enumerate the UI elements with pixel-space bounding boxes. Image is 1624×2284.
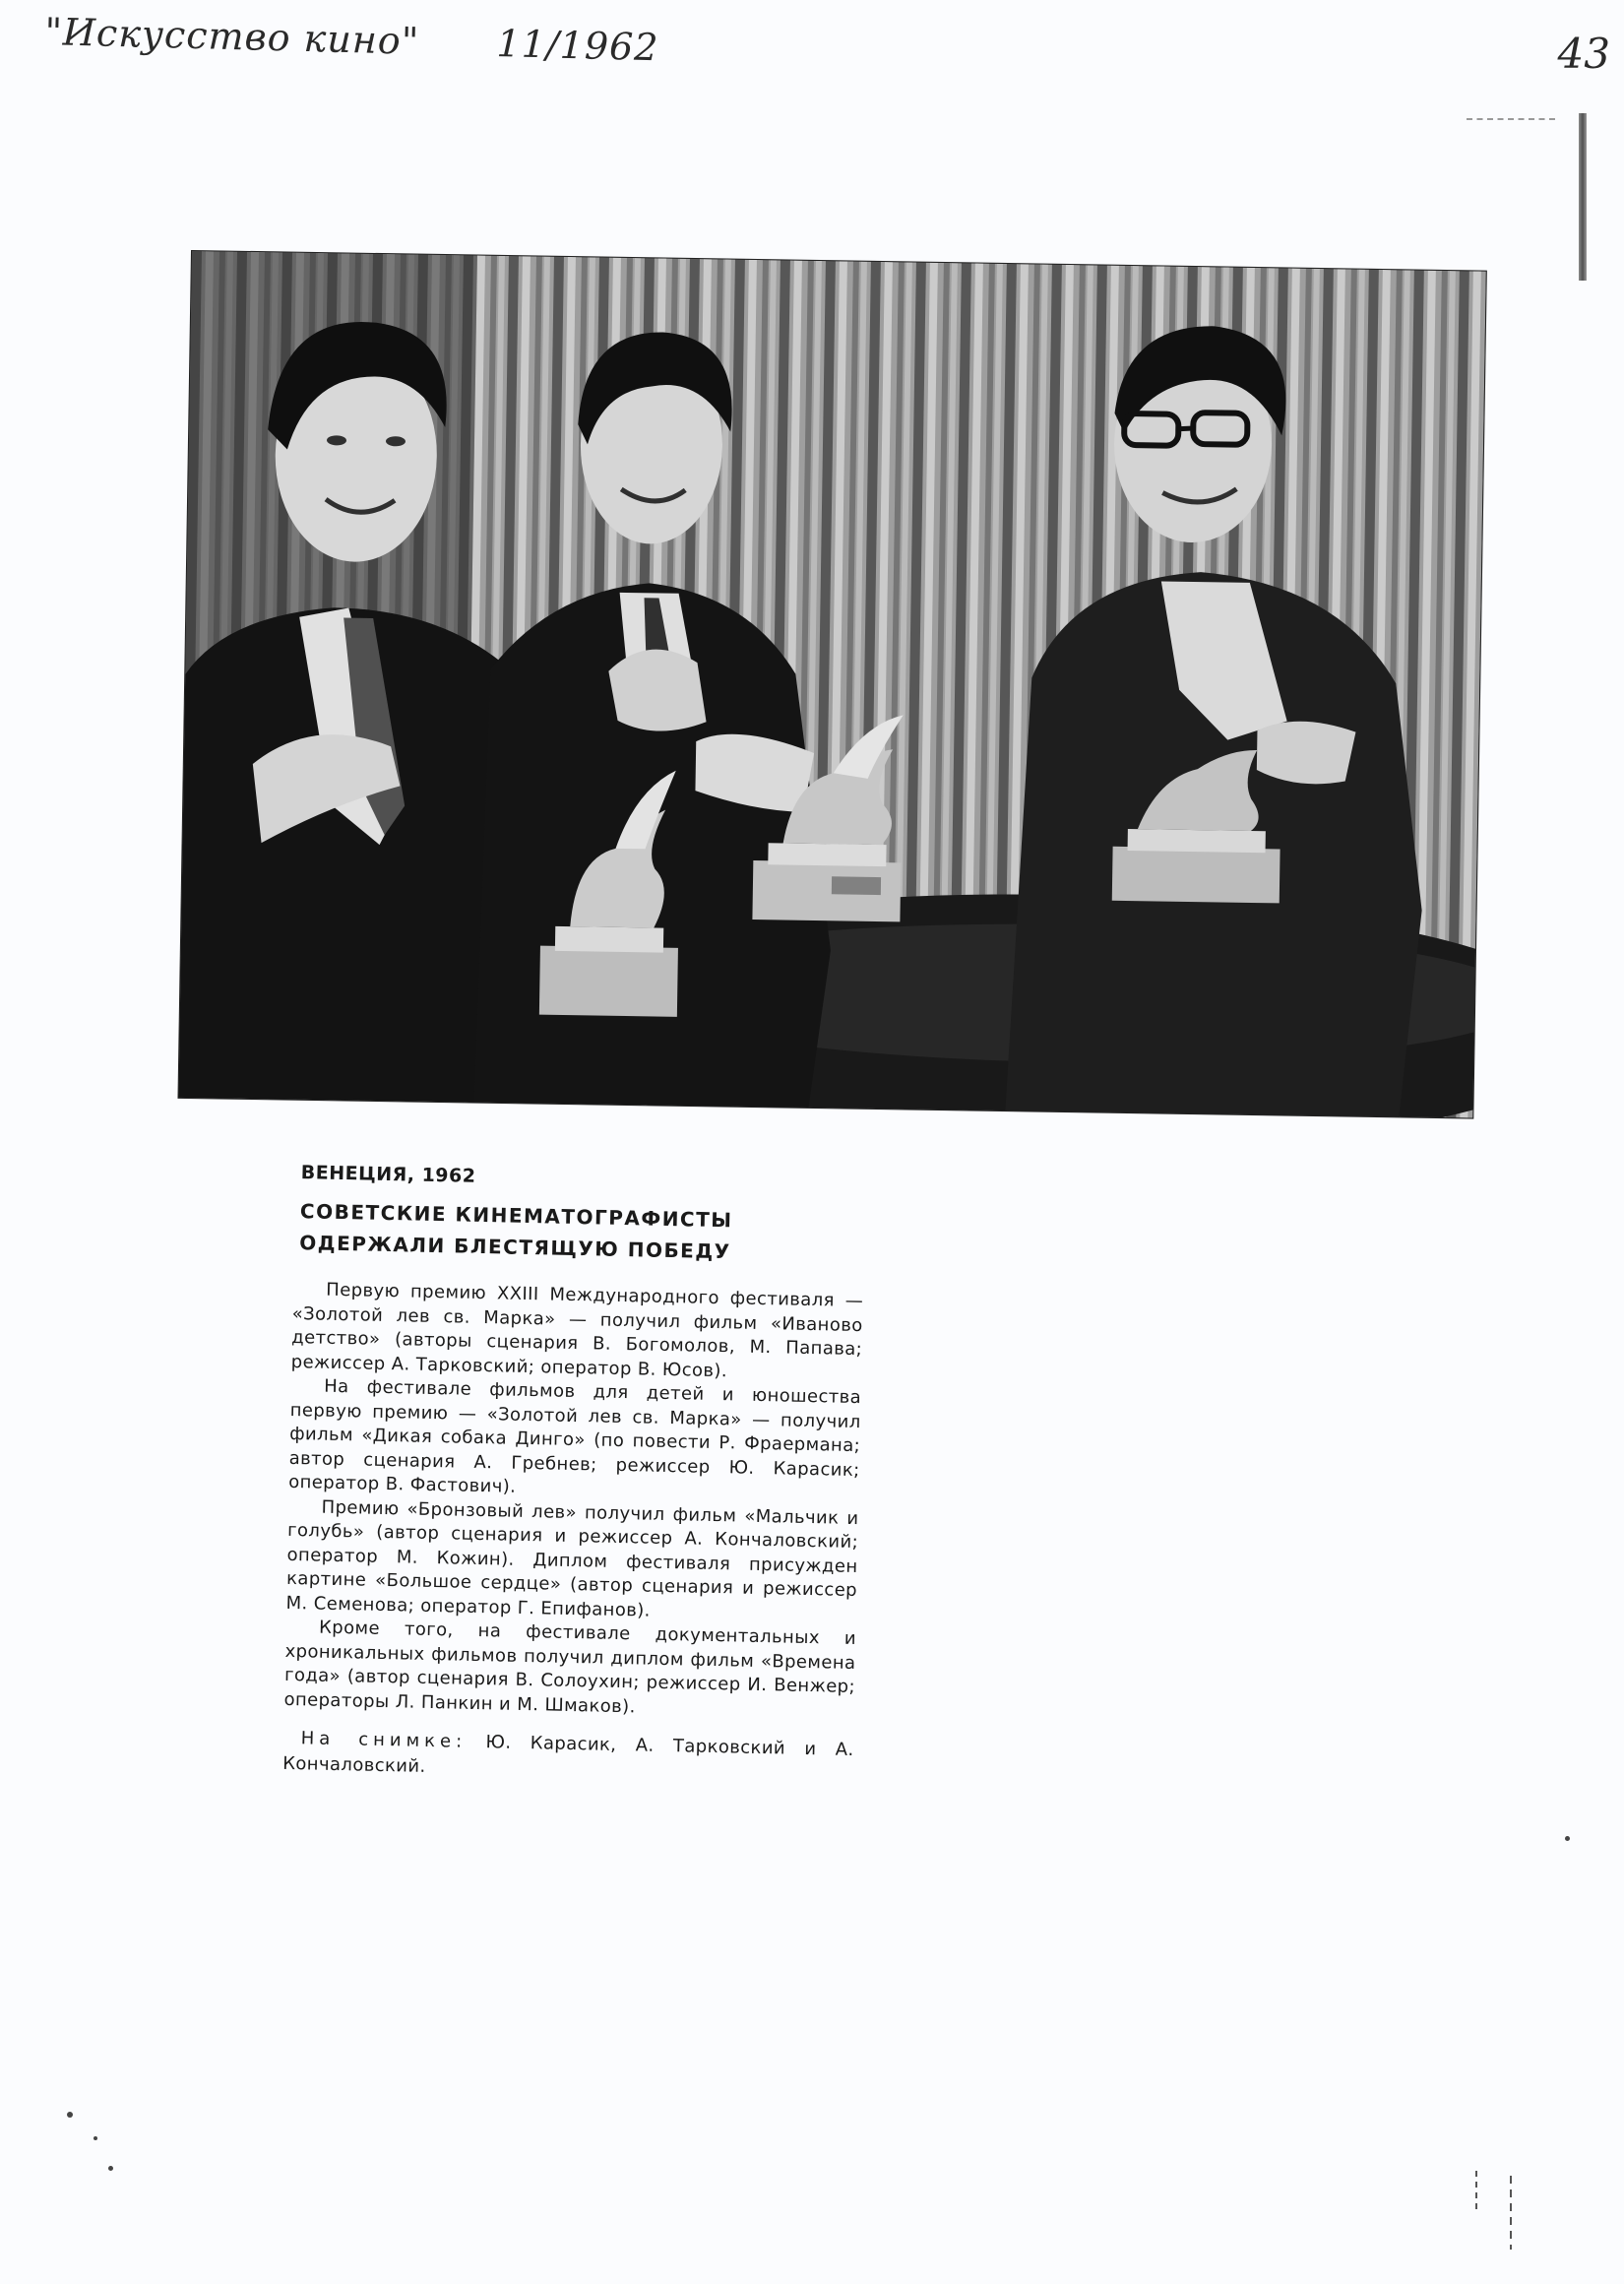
scan-dash-artifact (1467, 118, 1555, 122)
handwritten-publication-title: "Искусство кино" (43, 10, 420, 63)
scan-speck (1565, 1836, 1570, 1841)
article-paragraph: На фестивале фильмов для детей и юношества первую премию — «Золотой лев св. Марка» — получил фильм «Дикая собака Динго» (по повести Р. Фраермана; автор сценария А. Гребнев; режиссер Ю. Карасик; оператор В. Фастович). (287, 1375, 862, 1497)
news-photograph (178, 251, 1485, 1118)
scan-edge-artifact (1579, 113, 1587, 281)
scan-speck (108, 2166, 113, 2171)
article-body (283, 1278, 863, 1724)
news-article (282, 1162, 866, 1789)
scan-speck (67, 2112, 73, 2118)
article-paragraph: Первую премию XXIII Международного фестиваля — «Золотой лев св. Марка» — получил фильм «Иваново детство» (авторы сценария В. Богомолов, М. Папава; режиссер А. Тарковский; оператор В. Юсов). (290, 1279, 864, 1381)
article-paragraph: Кроме того, на фестивале документальных и хроникальных фильмов получил диплом фильм «Времена года» (автор сценария В. Солоухин; режиссер И. Венжер; операторы Л. Панкин и М. Шмаков). (283, 1617, 857, 1717)
headline-line-1: СОВЕТСКИЕ КИНЕМАТОГРАФИСТЫ (299, 1199, 733, 1233)
photo-illustration (178, 251, 1485, 1118)
photo-caption (282, 1726, 854, 1789)
article-paragraph: Премию «Бронзовый лев» получил фильм «Мальчик и голубь» (автор сценария и режиссер А. Кончаловский; оператор М. Кожин). Диплом фестиваля присужден картине «Большое сердце» (автор сценария и режиссер М. Семенова; оператор Г. Епифанов). (285, 1496, 859, 1621)
headline-line-2: ОДЕРЖАЛИ БЛЕСТЯЩУЮ ПОБЕДУ (299, 1231, 731, 1264)
scan-corner-marks (1471, 2166, 1530, 2254)
caption-lead: На снимке: (300, 1728, 468, 1752)
handwritten-issue: 11/1962 (496, 22, 660, 70)
article-headline (299, 1195, 865, 1270)
scan-speck (94, 2136, 97, 2140)
article-dateline: ВЕНЕЦИЯ, 1962 (300, 1162, 476, 1187)
caption-text: Ю. Карасик, А. Тарковский и А. Кончаловский. (281, 1732, 854, 1777)
handwritten-publication-note (44, 10, 659, 69)
handwritten-page-number: 43 (1557, 30, 1610, 78)
